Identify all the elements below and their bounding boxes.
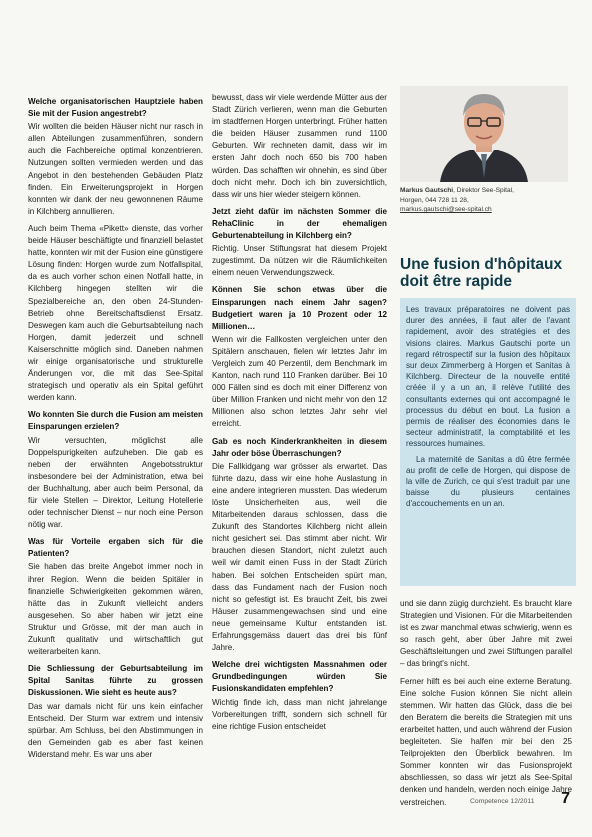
answer-paragraph: Wichtig finde ich, dass man nicht jahrelange Vorbereitungen trifft, sondern sich schnell für eine richtige Fusion entscheidet — [212, 697, 387, 731]
answer-paragraph: Auch beim Thema «Pikett» dienste, das vorher beide Häuser beschäftigte und finanziell belastet hatte, konnten wir mit der Fusion eine günstigere Lösung finden: Horgen wurde zum Notfallspital, da es auch vorher schon einen Notfall hatte, in Kilchberg hingegen stellten wir die Spezialbereiche an, den oben 24-Stunden-Betrieb ohne Bereitschaftsdienst Ersatz. Deswegen kam auch die Geburtsabteilung nach Horgen, damit jederzeit und schnell Kaiserschnitte möglich sind. Daneben nahmen wir einige organisatorische und strukturelle Änderungen vor, die mit das See-Spital strategisch und operativ als ein Spital geführt werden kann. — [28, 223, 204, 403]
summary-box — [400, 298, 576, 586]
caption-contact: Horgen, 044 728 11 28, — [400, 196, 469, 204]
article-column-1 — [28, 92, 203, 792]
caption-email-link[interactable]: markus.gautschi@see-spital.ch — [400, 206, 492, 213]
interview-question: Wo konnten Sie durch die Fusion am meisten Einsparungen erzielen? — [28, 410, 203, 432]
answer-paragraph: Sie haben das breite Angebot immer noch in ihrer Region. Wenn die beiden Spitäler in finanzielle Schwierigkeiten gekommen wären, hätte das in Zukunft vielleicht anders ausgesehen. So aber haben wir jetzt eine Struktur und Grösse, mit der man auch in Zukunft qualitativ und wirtschaftlich gut weiterarbeiten kann. — [28, 562, 203, 657]
interview-question: Die Schliessung der Geburtsabteilung im Spital Sanitas führte zu grossen Diskussionen. Wie sieht es heute aus? — [28, 664, 203, 698]
interview-question: Welche drei wichtigsten Massnahmen oder Grundbedingungen würden Sie Fusionskandidaten empfehlen? — [212, 660, 387, 694]
summary-paragraph: La maternité de Sanitas a dû être fermée au profit de celle de Horgen, qui dispose de la ville de Zurich, ce qui s'est traduit par une baisse du plusieurs centaines d'accouchements en un an. — [406, 454, 570, 509]
answer-paragraph: Ferner hilft es bei auch eine externe Beratung. Eine solche Fusion können Sie nicht allein stemmen. Wir hatten das Glück, dass die bei den Beratern die bereits die Strategien mit uns erarbeitet hatten, und auch während der Fusion begleiteten. Sie halfen mir bei den 25 Teilprojekten den Überblick bewahren. Im Sommer konnten wir das Fusionsprojekt abschliessen, so dass wir jetzt als See-Spital denken und handeln, werden noch einige Jahre verstreichen. — [400, 676, 572, 807]
answer-paragraph: Wir wollten die beiden Häuser nicht nur rasch in allen Abteilungen zusammenführen, sondern auch die Fachbereiche optimal konzentrieren. Nutzungen sollten vermieden werden und das Angebot in den bestehenden Gebäuden Platz finden. Ein Erweiterungsprojekt in Horgen konnten wir dank der neu gewonnenen Räume in Kilchberg annullieren. — [28, 122, 203, 216]
interview-question: Können Sie schon etwas über die Einsparungen nach einem Jahr sagen? Budgetiert waren ja 10 Prozent oder 12 Millionen… — [212, 285, 387, 331]
interview-question: Jetzt zieht dafür im nächsten Sommer die RehaClinic in der ehemaligen Geburtenabteilung in Kilchberg ein? — [212, 206, 387, 241]
summary-paragraph: Les travaux préparatoires ne doivent pas durer des années, il faut aller de l'avant rapidement, avoir des stratégies et des visions claires. Markus Gautschi porte un regard rétrospectif sur la fusion des hôpitaux sur deux Zimmerberg à Horgen et Sanitas à Kilchberg. Directeur de la nouvelle entité créée il y a un an, il relève l'utilité des consultants externes qui ont accompagné le processus du début en bout. La fusion a permis de réaliser des économies dans le secteur administratif, la comptabilité et les ressources humaines. — [406, 305, 570, 449]
answer-paragraph: und sie dann zügig durchzieht. Es braucht klare Strategien und Visionen. Für die Mitarbeitenden ist es zwar manchmal etwas schwierig, wenn es so rasch geht, aber über Jahre mit zwei Geschäftsleitungen und zwei Stiftungen parallel – das bringt's nicht. — [400, 599, 572, 669]
page-footer — [470, 790, 580, 810]
page-number: 7 — [561, 790, 570, 807]
magazine-issue: Competence 12/2011 — [470, 798, 535, 805]
answer-paragraph: bewusst, dass wir viele werdende Mütter aus der Stadt Zürich verlieren, wenn man die Geburten im stadtfernen Horgen unterbringt. Früher hatten die beiden Häuser zusammen rund 1100 Geburten. Wir rechneten damit, dass wir im ersten Jahr doch noch 650 bis 700 haben würden. Das schafften wir ohnehin, es sind über doch nicht mehr. Doch ich bin zuversichtlich, dass wir uns hier wieder steigern können. — [212, 93, 387, 199]
caption-role: , Direktor See-Spital, — [453, 187, 514, 194]
caption-name: Markus Gautschi — [400, 187, 454, 194]
answer-paragraph: Die Fallkidgang war grösser als erwartet. Das führte dazu, dass wir eine hohe Auslastung in eine andere integrieren mussten. Das wiederum löste Unsicherheiten aus, weil die Mitarbeitenden daraus schlossen, dass die Zukunft des Standortes Kilchberg nicht allein nicht gesichert sei. Das stimmt aber nicht. Wir brauchen diesen Standort, nicht zuletzt auch weil wir damit einen Fuss in der Stadt Zürich haben. Bei solchen Entscheiden spürt man, dass das Fundament nach der Fusion noch nicht so gefestigt ist. Es braucht Zeit, bis zwei Häuser zusammengewachsen sind und eine neue gemeinsame Kultur entstanden ist. Erfahrungsgemäss dauert das drei bis fünf Jahre. — [212, 461, 387, 653]
answer-paragraph: Richtig. Unser Stiftungsrat hat diesem Projekt zugestimmt. Da nützen wir die Räumlichkeiten einem neuen Verwendungszweck. — [212, 244, 387, 278]
portrait-photo — [400, 86, 568, 182]
answer-paragraph: Das war damals nicht für uns kein einfacher Entscheid. Der Sturm war extrem und intensiv spürbar. Am Schluss, bei den Abstimmungen in den Gemeinden gab es aber fast keinen Widerstand mehr. Es war uns aber — [28, 701, 203, 759]
summary-box-title: Une fusion d'hôpitaux doit être rapide — [400, 256, 563, 290]
photo-caption — [400, 186, 572, 215]
interview-question: Welche organisatorischen Hauptziele haben Sie mit der Fusion angestrebt? — [28, 97, 203, 119]
portrait-image — [400, 86, 568, 182]
interview-question: Was für Vorteile ergaben sich für die Patienten? — [28, 537, 203, 559]
answer-paragraph: Wenn wir die Fallkosten vergleichen unter den Spitälern anschauen, fielen wir letztes Jahr im Vergleich zum 40 Perzentil, dem Benchmark im Kanton, nach rund 110 Franken darüber. Bei 10 000 Fällen sind es doch mit einer Differenz von über Million Franken und nicht mehr von den 12 Millionen also schon letztes Jahr sehr viel erreicht. — [212, 334, 387, 429]
answer-paragraph: Wir versuchten, möglichst alle Doppelspurigkeiten aufzuheben. Die gab es neben der erwähnten Angebotsstruktur insbesondere bei der Administration, etwa bei der Buchhaltung, aber auch beim Personal, da für viele Stellen – Direktor, Leitung Hotellerie oder technischer Dienst – nur noch eine Person nötig war. — [28, 435, 203, 530]
interview-question: Gab es noch Kinderkrankheiten in diesem Jahr oder böse Überraschungen? — [212, 436, 387, 458]
article-column-2 — [212, 92, 387, 792]
